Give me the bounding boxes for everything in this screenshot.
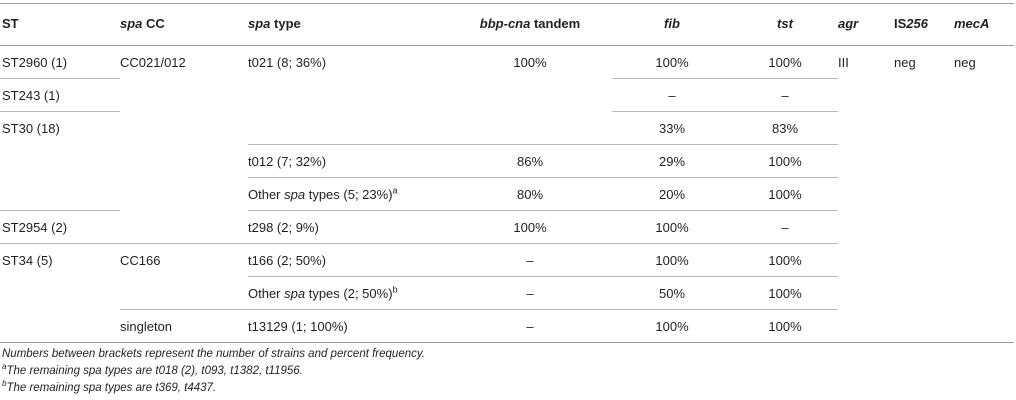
- header-tst: tst: [732, 4, 838, 46]
- header-agr: agr: [838, 4, 894, 46]
- header-spa-cc: [120, 4, 248, 46]
- header-is256: [894, 4, 954, 46]
- cell-bbp: 100%: [448, 211, 612, 244]
- header-fib: fib: [612, 4, 732, 46]
- header-bbp-cna: [448, 4, 612, 46]
- header-is-italic: 256: [906, 15, 928, 31]
- cell-spa-type: t166 (2; 50%): [248, 244, 448, 277]
- header-bbp-rest: tandem: [530, 15, 581, 31]
- cell-bbp: –: [448, 310, 612, 343]
- header-spa-cc-italic: spa: [120, 15, 143, 31]
- cell-fib: 100%: [612, 211, 732, 244]
- header-spa-type-rest: type: [270, 15, 301, 31]
- cell-fib: 100%: [612, 244, 732, 277]
- table-row: [0, 145, 1014, 178]
- header-bbp-italic: bbp-cna: [479, 15, 531, 31]
- cell-fib: 50%: [612, 277, 732, 310]
- cell-tst: 100%: [732, 310, 838, 343]
- cell-st: ST243 (1): [0, 79, 120, 112]
- cell-bbp: 86%: [448, 145, 612, 178]
- cell-bbp: 80%: [448, 178, 612, 211]
- footnote-marker: a: [392, 185, 398, 196]
- table-row: [0, 112, 1014, 145]
- header-st: ST: [0, 4, 120, 46]
- cell-fib: 33%: [612, 112, 732, 145]
- header-spa-type-italic: spa: [248, 15, 271, 31]
- cell-meca: neg: [954, 54, 976, 70]
- data-table: [0, 3, 1014, 343]
- cell-spa-type: Other spa types (2; 50%)$^b$: [248, 277, 448, 310]
- cell-agr: III: [838, 54, 849, 70]
- cell-tst: 100%: [732, 178, 838, 211]
- footnote-general: Numbers between brackets represent the number of strains and percent frequency.: [2, 348, 425, 360]
- cell-spa-type: t13129 (1; 100%): [248, 310, 448, 343]
- cell-bbp: –: [448, 244, 612, 277]
- table-row: [0, 46, 1014, 79]
- footnote-a: $^a$The remaining spa types are t018 (2), t093, t1382, t11956.: [2, 362, 303, 377]
- cell-spa-type: t021 (8; 36%): [248, 54, 327, 70]
- cell-spa-cc: singleton: [120, 310, 248, 343]
- cell-fib: 100%: [612, 310, 732, 343]
- cell-st: ST2960 (1): [0, 46, 120, 79]
- cell-spa-type: t012 (7; 32%): [248, 145, 448, 178]
- cell-st: ST2954 (2): [0, 211, 120, 244]
- cell-st: ST34 (5): [2, 252, 53, 268]
- cell-tst: –: [732, 211, 838, 244]
- cell-spa-type: t298 (2; 9%): [248, 211, 448, 244]
- table-row: [0, 211, 1014, 244]
- header-is-prefix: IS: [894, 15, 907, 31]
- footnote-b: $^b$The remaining spa types are t369, t4437.: [2, 379, 217, 394]
- cell-spa-cc: CC021/012: [120, 54, 186, 70]
- table-row: [0, 244, 1014, 277]
- header-spa-type: [248, 4, 448, 46]
- cell-tst: –: [732, 79, 838, 112]
- table-row: [0, 79, 1014, 112]
- table-row: [0, 277, 1014, 310]
- footnote-marker: b: [392, 284, 398, 295]
- cell-fib: 20%: [612, 178, 732, 211]
- table-header: [0, 4, 1014, 46]
- cell-fib: –: [612, 79, 732, 112]
- cell-tst: 100%: [732, 277, 838, 310]
- cell-tst: 83%: [732, 112, 838, 145]
- cell-tst: 100%: [732, 145, 838, 178]
- table-row: [0, 178, 1014, 211]
- cell-bbp: –: [448, 277, 612, 310]
- cell-tst: 100%: [732, 46, 838, 79]
- cell-is256: neg: [894, 54, 916, 70]
- header-meca: mecA: [954, 4, 1014, 46]
- cell-spa-cc: CC166: [120, 252, 161, 268]
- cell-spa-type: Other spa types (5; 23%)$^a$: [248, 178, 448, 211]
- cell-tst: 100%: [732, 244, 838, 277]
- cell-bbp: 100%: [513, 54, 547, 70]
- cell-fib: 100%: [612, 46, 732, 79]
- cell-st: ST30 (18): [2, 120, 60, 136]
- cell-fib: 29%: [612, 145, 732, 178]
- header-spa-cc-rest: CC: [142, 15, 165, 31]
- table-row: [0, 310, 1014, 343]
